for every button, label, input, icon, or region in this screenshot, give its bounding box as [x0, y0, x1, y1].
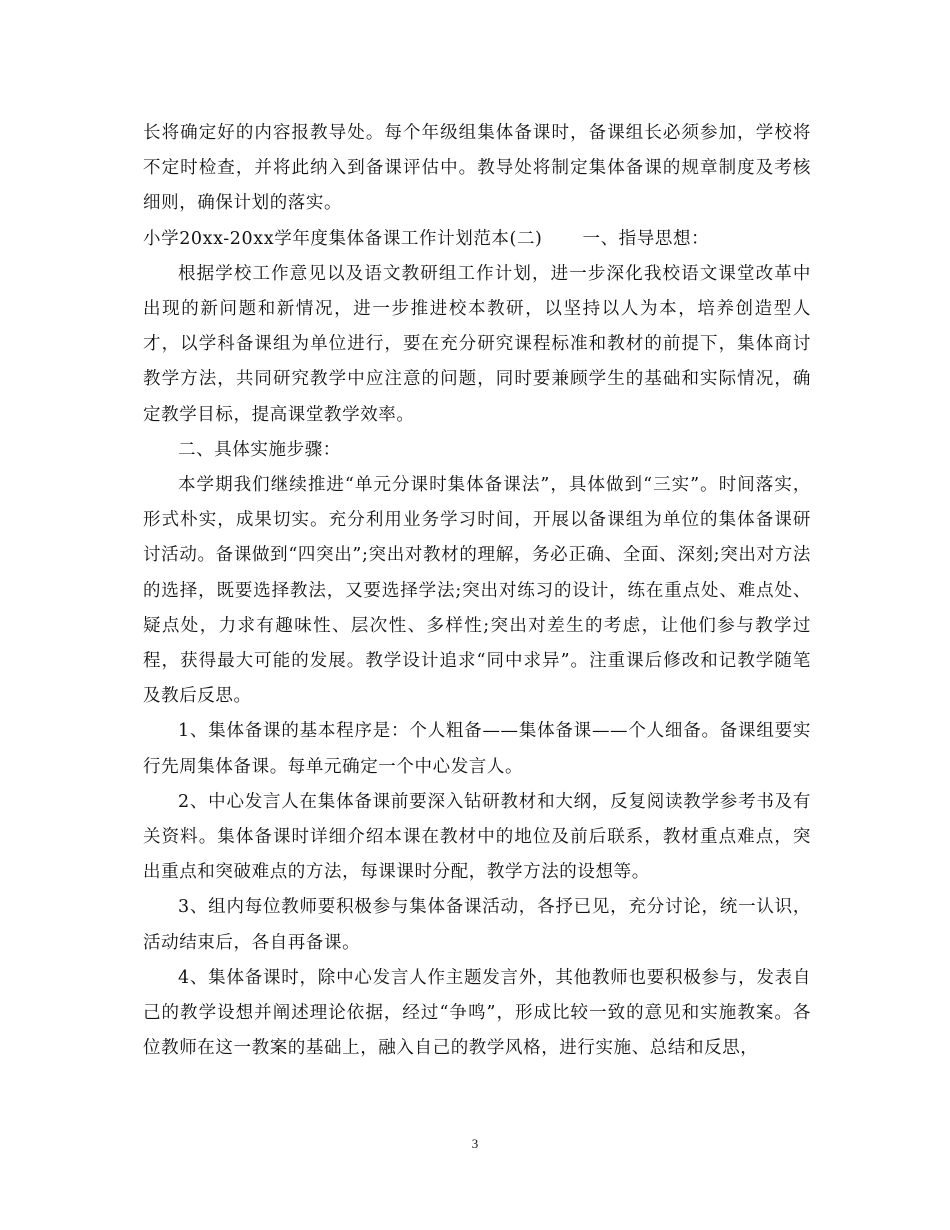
section-heading-guiding-ideology: 一、指导思想： — [582, 228, 710, 249]
paragraph-guiding-ideology: 根据学校工作意见以及语文教研组工作计划，进一步深化我校语文课堂改革中出现的新问题和新情况，进一步推进校本教研，以坚持以人为本，培养创造型人才，以学科备课组为单位进行，要在充分研究课程标准和教材的前提下，集体商讨教学方法，共同研究教学中应注意的问题，同时要兼顾学生的基础和实际情况，确定教学目标，提高课堂教学效率。 — [143, 263, 811, 425]
plan-title-line — [143, 222, 811, 257]
list-item-2: 2、中心发言人在集体备课前要深入钻研教材和大纲，反复阅读教学参考书及有关资料。集体备课时详细介绍本课在教材中的地位及前后联系，教材重点难点，突出重点和突破难点的方法，每课课时分配，教学方法的设想等。 — [143, 791, 811, 883]
list-item-4: 4、集体备课时，除中心发言人作主题发言外，其他教师也要积极参与，发表自己的教学设想并阐述理论依据，经过“争鸣”，形成比较一致的意见和实施教案。各位教师在这一教案的基础上，融入自己的教学风格，进行实施、总结和反思， — [143, 967, 811, 1059]
page-number: 3 — [471, 1136, 479, 1151]
body-text — [143, 116, 811, 1066]
paragraph-implementation: 本学期我们继续推进“单元分课时集体备课法”，具体做到“三实”。时间落实，形式朴实，成果切实。充分利用业务学习时间，开展以备课组为单位的集体备课研讨活动。备课做到“四突出”;突出对教材的理解，务必正确、全面、深刻;突出对方法的选择，既要选择教法，又要选择学法;突出对练习的设计，练在重点处、难点处、疑点处，力求有趣味性、层次性、多样性;突出对差生的考虑，让他们参与教学过程，获得最大可能的发展。教学设计追求“同中求异”。注重课后修改和记教学随笔及教后反思。 — [143, 475, 811, 707]
list-item-1: 1、集体备课的基本程序是：个人粗备——集体备课——个人细备。备课组要实行先周集体备课。每单元确定一个中心发言人。 — [143, 721, 811, 777]
section-heading-implementation-steps: 二、具体实施步骤： — [178, 439, 341, 460]
plan-title: 小学20xx-20xx学年度集体备课工作计划范本(二) — [143, 228, 543, 249]
list-item-3: 3、组内每位教师要积极参与集体备课活动，各抒已见，充分讨论，统一认识，活动结束后，各自再备课。 — [143, 897, 811, 953]
paragraph-continuation: 长将确定好的内容报教导处。每个年级组集体备课时，备课组长必须参加，学校将不定时检查，并将此纳入到备课评估中。教导处将制定集体备课的规章制度及考核细则，确保计划的落实。 — [143, 123, 811, 214]
